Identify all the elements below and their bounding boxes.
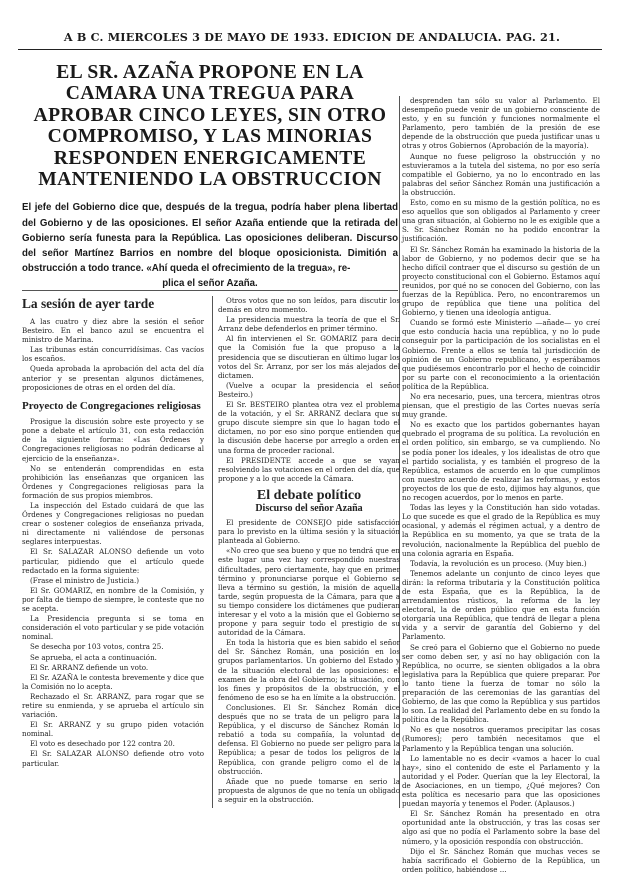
paragraph: Prosigue la discusión sobre este proyecto y se pone a debate el artículo 31, con esta redacción de la siguiente forma: «Las Órdenes y Congregaciones religiosas no podrán dedicarse al ejercicio de la enseñanza». bbox=[22, 417, 204, 463]
paragraph: La Presidencia pregunta si se toma en consideración el voto particular y se pide votación nominal. bbox=[22, 614, 204, 642]
paragraph: «No creo que sea bueno y que no tendrá que en este lugar una vez hay correspondido nuestras dificultades, pero ciertamente, hay que en primer término y pronunciarse porque el Gobierno se lleva a término su gestión, la misión de aquella tarde, según propuesta de la Cámara, para que a su tiempo considere los dictámenes que pudieran interesar y el voto a la misión que el Gobierno se propone y para seguir todo el prestigio de su autoridad de la Cámara. bbox=[218, 546, 400, 638]
main-headline: EL SR. AZAÑA PROPONE EN LA CAMARA UNA TREGUA PARA APROBAR CINCO LEYES, SIN OTRO COMPROMISO, Y LAS MINORIAS RESPONDEN ENERGICAMENTE MANTENIENDO LA OBSTRUCCION bbox=[33, 62, 387, 191]
column-a bbox=[22, 296, 204, 769]
paragraph: El Sr. Sánchez Román ha examinado la historia de la labor de Gobierno, y no podemos decir que se ha hecho difícil contraer que el discurso su gestión de un proyecto constitucional con el Gobierno. Estamos aquí reunidos, por qué no se conocen del Gobierno, con las fuerzas de la República. Pero, no encontraremos un grupo de república que tiene una política del Gobierno, y tienen una ideología antigua. bbox=[402, 244, 600, 318]
paragraph: Tenemos adelante un conjunto de cinco leyes que dirán: la reforma tributaria y la Constitución política de esta España, que es la República, la de arrendamientos rústicos, la reforma de la ley electoral, la de orden público que en esta función otorgaría una República, que tendrá de llegar a plena vida y a servir de garantía del Gobierno y del Parlamento. bbox=[402, 568, 600, 642]
paragraph: Todavía, la revolución es un proceso. (Muy bien.) bbox=[410, 558, 587, 568]
deck-text: El jefe del Gobierno dice que, después de la tregua, podría haber plena libertad del Gobierno y de las oposiciones. El señor Azaña entiende que la retirada del Gobierno sería funesta para la República. Las oposiciones deliberan. Discurso del señor Martínez Barrios en nombre del bloque oposicionista. Dimitión a obstrucción a todo trance. «Ahí queda el ofrecimiento de la tregua», re- bbox=[22, 202, 398, 275]
paragraph: Añade que no puede tomarse en serio la propuesta de algunos de que no tenía un obligado a seguir en la obstrucción. bbox=[218, 776, 400, 804]
divider-under-deck bbox=[22, 290, 398, 291]
column-rule-1 bbox=[212, 296, 213, 808]
paragraph: Rechazado el Sr. ARRANZ, para rogar que se retire su enmienda, y se aprueba el artículo sin variación. bbox=[22, 691, 204, 720]
paragraph: El Sr. AZAÑA le contesta brevemente y dice que la Comisión no lo acepta. bbox=[22, 672, 204, 691]
paragraph: No era necesario, pues, una tercera, mientras otros piensan, que el prestigio de las Cortes nuevas sería muy grande. bbox=[402, 392, 600, 420]
paragraph: La presidencia muestra la teoría de que el Sr. Arranz debe defenderlos en primer término. bbox=[218, 315, 400, 334]
paragraph: Se aprueba, el acta a continuación. bbox=[30, 652, 157, 662]
paragraph: Dijo el Sr. Sánchez Román que muchas veces se había sacrificado el Gobierno de la República, un orden político, habiéndose ... bbox=[402, 846, 600, 874]
paragraph: El PRESIDENTE accede a que se vayan resolviendo las votaciones en el orden del día, que propone y a lo que accede la Cámara. bbox=[218, 455, 400, 483]
paragraph: El Sr. SALAZAR ALONSO defiende un voto particular, pidiendo que el artículo quede redactado en la forma siguiente: bbox=[22, 547, 204, 575]
paragraph: Las tribunas están concurridísimas. Cas vacíos los escaños. bbox=[22, 345, 204, 364]
paragraph: Otros votos que no son leídos, para discutir los demás en otro momento. bbox=[218, 296, 400, 315]
paragraph: Lo lamentable no es decir «vamos a hacer lo cual hay», sino el contenido de este el Parlamento y la autoridad y el Poder. Querían que la ley Electoral, la de Asociaciones, en un tiempo, ¿Qué mejores? Con esta política es necesario para que las oposiciones puedan mayoría y tenemos el Poder. (Aplausos.) bbox=[402, 753, 600, 809]
paragraph: desprenden tan sólo su valor al Parlamento. El desempeño puede venir de un gobierno consciente de esto, y en su función y funciones normalmente el Parlamento, pero también de la presión de ese depende de la obstrucción que pueda justificar unas u otras y otros Gobiernos (Aprobación de la mayoría). bbox=[402, 96, 600, 151]
paragraph: Esto, como en su mismo de la gestión política, no es eso aquellos que son obligados al Parlamento y creer una gran situación, al Gobierno no le es exigible que a S. Sr. Sánchez Román no ha podido encontrar la justificación. bbox=[402, 198, 600, 244]
paragraph: Se desecha por 103 votos, contra 25. bbox=[30, 642, 164, 652]
paragraph: Se creó para el Gobierno que el Gobierno no puede ser como deben ser, y así no hay obligación con la República, no ocurre, se sienten obligados a la obra legislativa para la República que quiere preparar. Por lo tanto tiene la fuerza de tomar no sólo la preparación de las ceremonias de las garantías del Gobierno, de las que como la República y sus partidos lo son. La realidad del Parlamento debe en su fondo la política de la República. bbox=[402, 642, 600, 725]
paragraph: El Sr. ARRANZ defiende un voto. bbox=[30, 662, 149, 672]
column-c bbox=[402, 96, 600, 875]
paragraph: La inspección del Estado cuidará de que las Órdenes y Congregaciones religiosas no puedan crear o sostener colegios de enseñanza privada, ni directamente ni valiéndose de personas seglares interpuestas. bbox=[22, 501, 204, 547]
headline-deck bbox=[22, 200, 398, 291]
deck-last-line: plica el señor Azaña. bbox=[162, 278, 258, 290]
paragraph: Al fin intervienen el Sr. GOMARIZ para decir que la Comisión fue la que propuso a la presidencia que se discutieran en último lugar los votos del Sr. Arranz, por ser los más alejados del dictamen. bbox=[218, 334, 400, 380]
headline-block bbox=[22, 62, 398, 292]
subhead-discurso-azana: Discurso del señor Azaña bbox=[255, 502, 363, 514]
paragraph: A las cuatro y diez abre la sesión el señor Besteiro. En el banco azul se encuentra el ministro de Marina. bbox=[22, 317, 204, 345]
paragraph: El Sr. ARRANZ y su grupo piden votación nominal. bbox=[22, 720, 204, 739]
paragraph: Cuando se formó este Ministerio —añade— yo creí que esto conducía hacia una república, y no lo pude conseguir por la participación de los socialistas en el Gobierno. Frente a ellos se tenía tal jurisdicción de opinión de un Gobierno republicano, y esperábamos que pudiésemos encontrarlo por el hecho de coincidir por su parte con el reconocimiento a la orientación política de la República. bbox=[402, 318, 600, 391]
paragraph: (Frase el ministro de Justicia.) bbox=[30, 575, 140, 585]
paragraph: El presidente de CONSEJO pide satisfacción para lo previsto en la última sesión y la situación planteada al Gobierno. bbox=[218, 518, 400, 546]
paragraph: Conclusiones. El Sr. Sánchez Román dice después que no se trata de un peligro para la República, y el discurso de Sánchez Román lo rebatió a toda su compañía, la voluntad de defensa. El Gobierno no puede ser peligro para la República; a pesar de todos los peligros de la República, con grande peligro como el de la obstrucción. bbox=[218, 702, 400, 776]
paragraph: El Sr. GOMARIZ, en nombre de la Comisión, y por falta de tiempo de siempre, le conteste que no se acepta. bbox=[22, 585, 204, 614]
paragraph: (Vuelve a ocupar la presidencia el señor Besteiro.) bbox=[218, 380, 400, 399]
paragraph: Queda aprobada la aprobación del acta del día anterior y se presentan algunos dictámenes, proposiciones de otras en el orden del día. bbox=[22, 364, 204, 392]
section-head-sesion: La sesión de ayer tarde bbox=[22, 296, 155, 311]
paragraph: No es exacto que los partidos gobernantes hayan quebrado el programa de su política. La revolución en el orden político, sin embargo, se va cumpliendo. No se podía poner los ideales, y los idealistas de otro que el partido socialista, y es también el progreso de la República, estamos de acuerdo en lo que cumplimos con nuestro acuerdo de realizar las reformas, y estos proyectos de los que de esto, dijimos hay algunos, que no recogen acuerdos, por lo menos en parte. bbox=[402, 420, 600, 503]
paragraph: Aunque no fuese peligroso la obstrucción y no estuvieramos a la tutela del sistema, no por eso sería compatible el Gobierno, ya no lo encontrado en las palabras del señor Sánchez Román una justificación a la obstrucción. bbox=[402, 151, 600, 197]
top-rule bbox=[18, 49, 602, 50]
subhead-congregaciones: Proyecto de Congregaciones religiosas bbox=[22, 399, 201, 412]
paragraph: En toda la historia que es bien sabido el señor del Sr. Sánchez Román, una posición en los grupos parlamentarios. Un gobierno del Estado y de la situación electoral de las oposiciones: el examen de la obra del Gobierno; la situación, con los fines y propósitos de la obstrucción, y el fenómeno de eso se ha en límite a la obstrucción. bbox=[218, 638, 400, 702]
paragraph: No se entenderán comprendidas en esta prohibición las enseñanzas que organicen las Órdenes y Congregaciones religiosas para la formación de sus propios miembros. bbox=[22, 463, 204, 500]
section-head-debate: El debate político bbox=[256, 487, 362, 503]
paragraph: No es que nosotros queramos precipitar las cosas (Rumores); pero también necesitamos que el Parlamento y la República tengan una solución. bbox=[402, 725, 600, 753]
paragraph: El voto es desechado por 122 contra 20. bbox=[30, 739, 175, 749]
running-head: A B C. MIERCOLES 3 DE MAYO DE 1933. EDICION DE ANDALUCIA. PAG. 21. bbox=[63, 30, 561, 44]
paragraph: El Sr. BESTEIRO plantea otra vez el problema de la votación, y el Sr. ARRANZ declara que su grupo discute siempre sin que lo hagan todo el dictamen, no por eso sino porque entienden que la discusión debe hacerse por arreglo a orden en una forma de proceder racional. bbox=[218, 400, 400, 455]
column-b bbox=[218, 296, 400, 805]
paragraph: Todas las leyes y la Constitución han sido votadas. Lo que sucede es que el grado de la República es muy ocasional, y además el régimen actual, y a dentro de la República en su momento, ya que se trata de la revolución, nacionalmente la República del pueblo de una colonia agraria en España. bbox=[402, 503, 600, 558]
paragraph: El Sr. SALAZAR ALONSO defiende otro voto particular. bbox=[22, 749, 204, 768]
paragraph: El Sr. Sánchez Román ha presentado en otra oportunidad ante la obstrucción, y tras las cosas ser algo así que no podía el Parlamento sobre la base del número, y la oposición respondía con obstrucción. bbox=[402, 809, 600, 846]
